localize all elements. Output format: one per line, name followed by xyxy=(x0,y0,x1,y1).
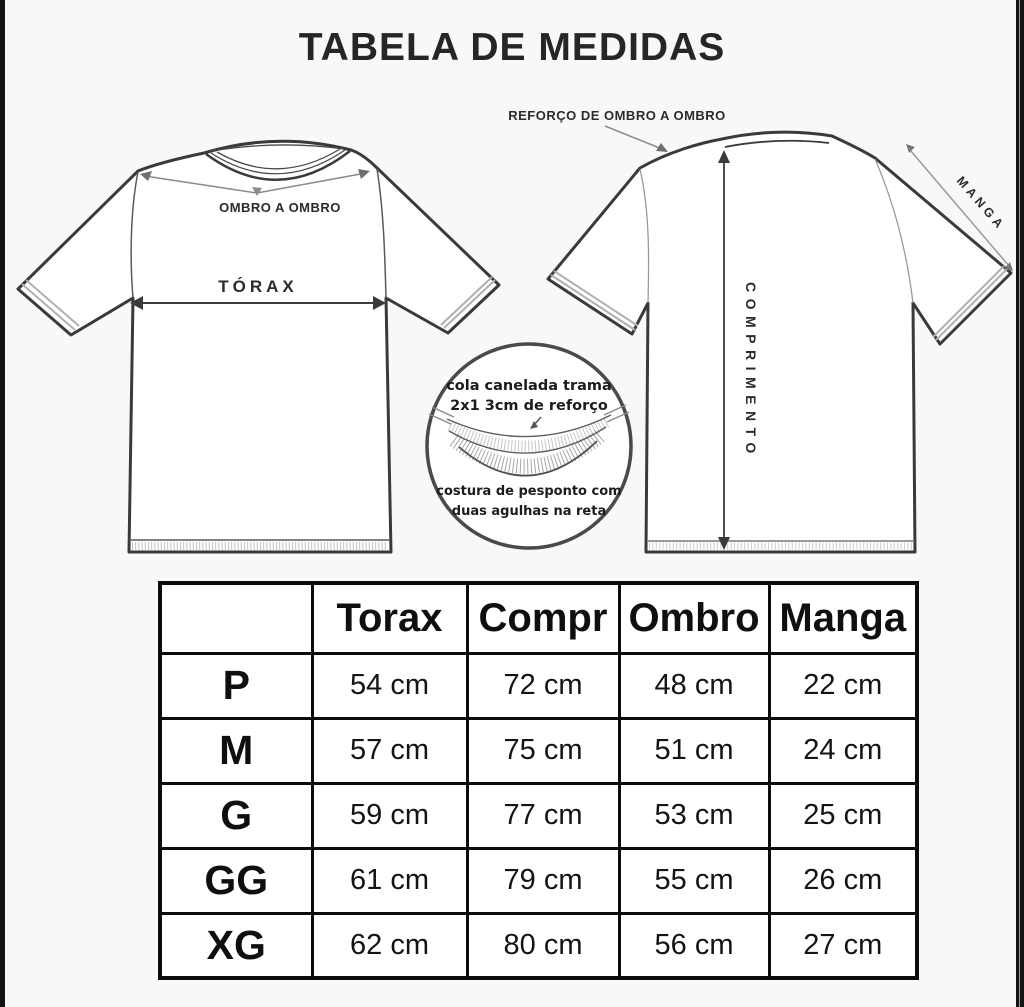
manga-value: 25 cm xyxy=(769,783,917,848)
table-row xyxy=(160,718,917,783)
torax-value: 57 cm xyxy=(312,718,467,783)
collar-bottom-text-1: costura de pesponto com xyxy=(436,484,622,499)
torax-value: 59 cm xyxy=(312,783,467,848)
size-label: M xyxy=(160,718,312,783)
size-label: P xyxy=(160,653,312,718)
collar-detail xyxy=(427,344,631,548)
table-row xyxy=(160,653,917,718)
table-row xyxy=(160,848,917,913)
ombro-value: 48 cm xyxy=(619,653,769,718)
front-shirt-diagram xyxy=(18,141,499,552)
shoulder-label: OMBRO A OMBRO xyxy=(219,200,341,215)
collar-bottom-text-2: duas agulhas na reta xyxy=(451,504,607,519)
length-label: COMPRIMENTO xyxy=(743,282,759,460)
size-table-header xyxy=(160,583,917,653)
size-label: G xyxy=(160,783,312,848)
torax-value: 54 cm xyxy=(312,653,467,718)
compr-value: 72 cm xyxy=(467,653,619,718)
sleeve-label: MANGA xyxy=(953,173,1009,234)
ombro-value: 55 cm xyxy=(619,848,769,913)
compr-value: 80 cm xyxy=(467,913,619,978)
table-row xyxy=(160,913,917,978)
manga-value: 24 cm xyxy=(769,718,917,783)
compr-value: 79 cm xyxy=(467,848,619,913)
ombro-value: 51 cm xyxy=(619,718,769,783)
header-ombro: Ombro xyxy=(619,583,769,653)
table-row xyxy=(160,783,917,848)
manga-value: 26 cm xyxy=(769,848,917,913)
chest-label: TÓRAX xyxy=(218,277,298,296)
header-manga: Manga xyxy=(769,583,917,653)
page-title: TABELA DE MEDIDAS xyxy=(298,26,726,69)
torax-value: 61 cm xyxy=(312,848,467,913)
compr-value: 75 cm xyxy=(467,718,619,783)
table-header-row xyxy=(160,583,917,653)
size-table xyxy=(158,581,919,980)
header-torax: Torax xyxy=(312,583,467,653)
header-compr: Compr xyxy=(467,583,619,653)
collar-top-text-2: 2x1 3cm de reforço xyxy=(450,398,608,414)
reinforcement-label: REFORÇO DE OMBRO A OMBRO xyxy=(508,108,726,123)
manga-value: 27 cm xyxy=(769,913,917,978)
torax-value: 62 cm xyxy=(312,913,467,978)
ombro-value: 56 cm xyxy=(619,913,769,978)
collar-top-text-1: cola canelada trama xyxy=(446,378,612,394)
reinforcement-arrow xyxy=(605,126,668,152)
ombro-value: 53 cm xyxy=(619,783,769,848)
size-label: XG xyxy=(160,913,312,978)
size-label: GG xyxy=(160,848,312,913)
compr-value: 77 cm xyxy=(467,783,619,848)
manga-value: 22 cm xyxy=(769,653,917,718)
header-size xyxy=(160,583,312,653)
